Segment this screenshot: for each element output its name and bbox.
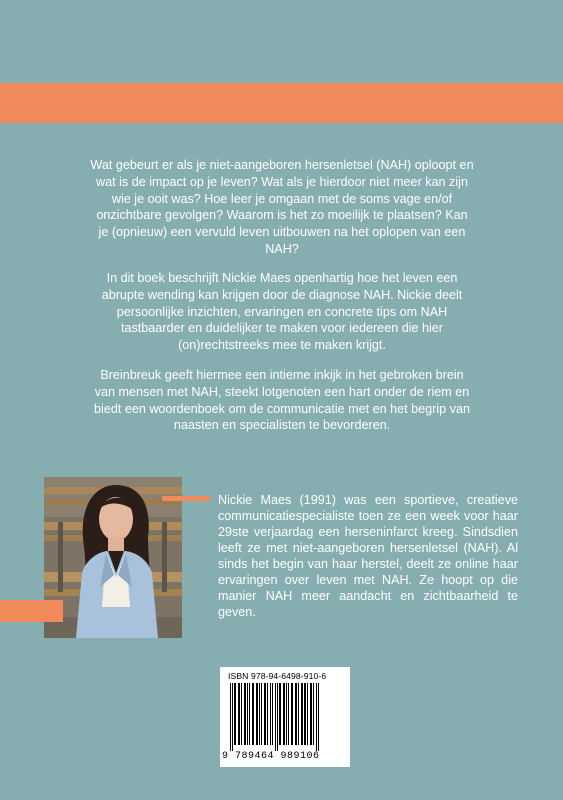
- barcode-bar: [295, 683, 297, 745]
- barcode-bar: [241, 683, 242, 745]
- author-bio: Nickie Maes (1991) was een sportieve, creatieve communicatiespecialiste toen ze een week voor haar 29ste verjaardag een herseninfarct kreeg. Sindsdien leeft ze met niet-aangeboren hersenletsel (NAH). Al sinds het begin van haar herstel, deelt ze online haar ervaringen over leven met NAH. Ze hoopt op die manier NAH meer aandacht en zichtbaarheid te geven.: [218, 493, 518, 619]
- accent-bar-left: [0, 600, 63, 622]
- barcode-bar: [261, 683, 262, 745]
- barcode-bar: [256, 683, 258, 745]
- barcode-bar: [247, 683, 248, 745]
- barcode-bar: [313, 683, 314, 745]
- barcode-bar: [259, 683, 260, 745]
- barcode-bar: [318, 683, 319, 751]
- barcode-bar: [275, 683, 276, 751]
- barcode-bar: [238, 683, 240, 745]
- isbn-label: ISBN 978-94-6498-910-6: [228, 671, 327, 681]
- blurb-paragraph-3: Breinbreuk geeft hiermee een intieme inkijk in het gebroken brein van mensen met NAH, steekt lotgenoten een hart onder de riem en biedt een woordenboek om de communicatie met en het begrip van naasten en specialisten te bevorderen.: [94, 368, 470, 433]
- barcode-bar: [291, 683, 293, 745]
- accent-bar-top: [162, 496, 210, 501]
- barcode-bars: [224, 683, 346, 751]
- barcode-bar: [270, 683, 271, 745]
- barcode-bar: [277, 683, 278, 751]
- barcode-bar: [264, 683, 266, 745]
- barcode-bar: [286, 683, 287, 745]
- author-photo: [44, 477, 182, 638]
- barcode-bar: [301, 683, 303, 745]
- barcode-bar: [267, 683, 268, 745]
- barcode-bar: [288, 683, 289, 745]
- barcode-bar: [316, 683, 317, 751]
- isbn-barcode: [220, 667, 350, 767]
- barcode-bar: [310, 683, 312, 745]
- barcode-bar: [304, 683, 306, 745]
- barcode-bar: [249, 683, 250, 745]
- barcode-bar: [279, 683, 281, 745]
- barcode-bar: [283, 683, 285, 745]
- barcode-bar: [232, 683, 233, 751]
- barcode-digits: 9 789464 989106: [222, 751, 320, 762]
- blurb-paragraph-1: Wat gebeurt er als je niet-aangeboren hersenletsel (NAH) oploopt en wat is de impact op je leven? Wat als je hierdoor niet meer kan zijn wie je ooit was? Hoe leer je omgaan met de soms vage en/of onzichtbare gevolgen? Waarom is het zo moeilijk te plaatsen? Kan je (opnieuw) een vervuld leven uitbouwen na het oplopen van een NAH?: [90, 158, 474, 256]
- blurb-paragraph-2: In dit boek beschrijft Nickie Maes openhartig hoe het leven een abrupte wending kan krijgen door de diagnose NAH. Nickie deelt persoonlijke inzichten, ervaringen en concrete tips om NAH tastbaarder en duidelijker te maken voor iedereen die hier (on)rechtstreeks mee te maken krijgt.: [101, 271, 463, 353]
- barcode-bar: [252, 683, 254, 745]
- barcode-bar: [307, 683, 308, 745]
- orange-band: [0, 83, 563, 123]
- barcode-bar: [244, 683, 246, 745]
- barcode-bar: [234, 683, 236, 745]
- barcode-bar: [230, 683, 231, 751]
- barcode-bar: [272, 683, 273, 745]
- barcode-bar: [298, 683, 299, 745]
